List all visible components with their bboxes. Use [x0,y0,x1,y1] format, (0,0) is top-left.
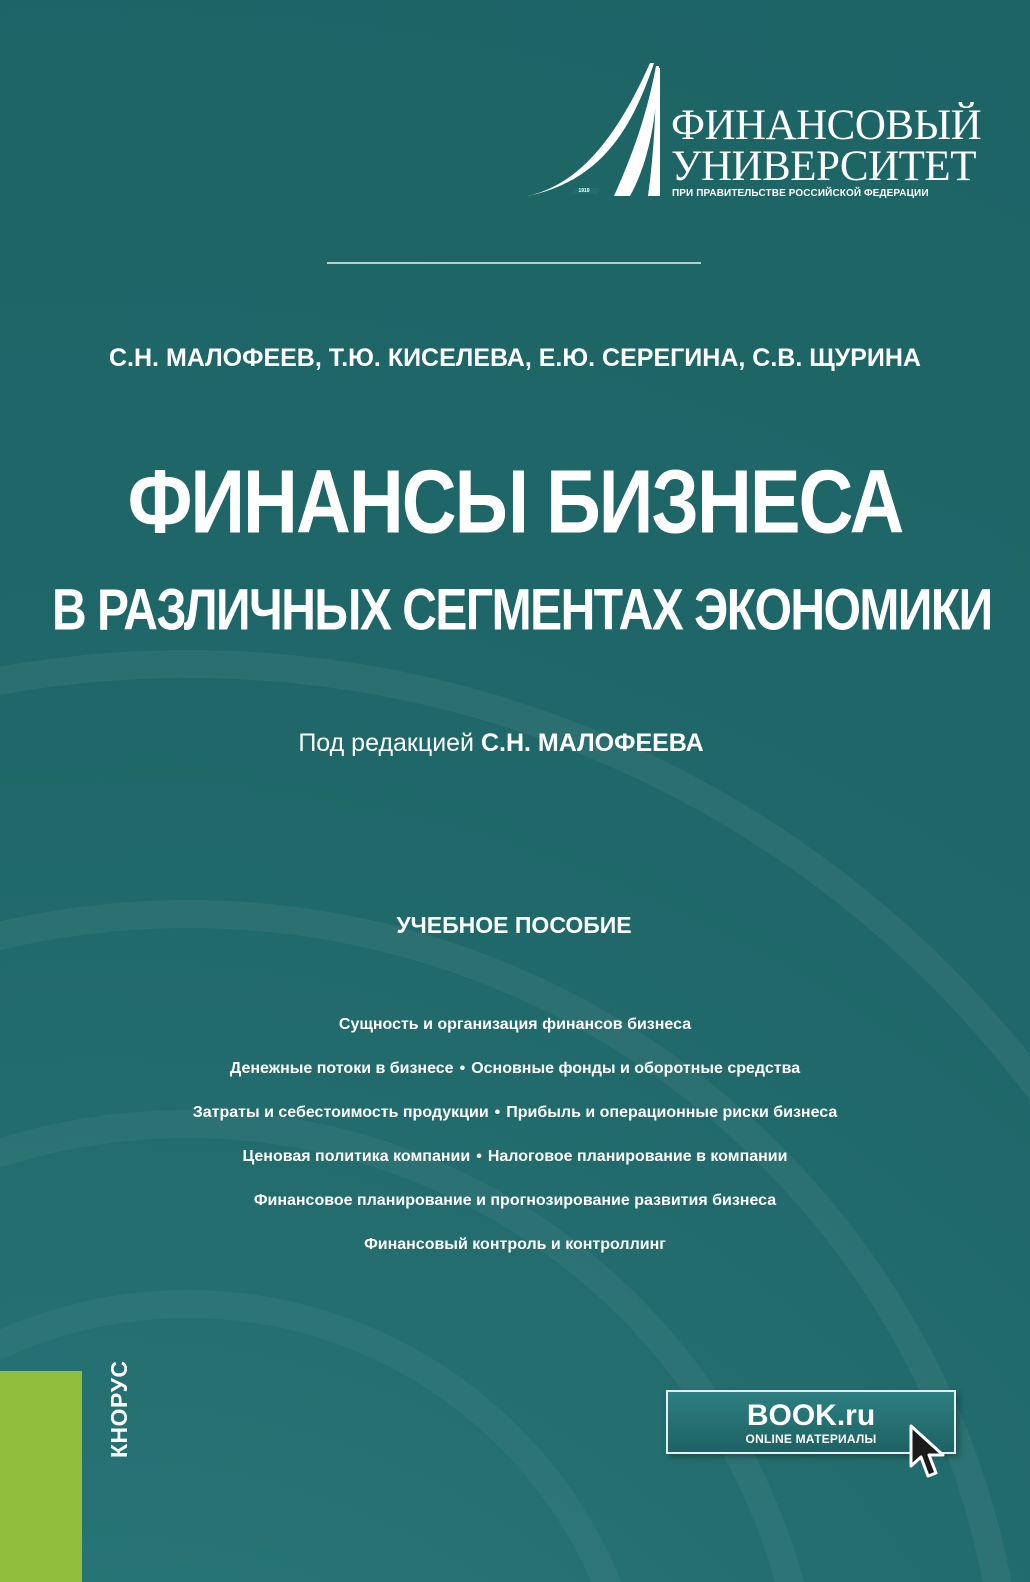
publication-type: УЧЕБНОЕ ПОСОБИЕ [396,912,632,938]
topic-line [40,1193,990,1237]
topics-list [40,1017,990,1281]
horizontal-divider [327,262,701,264]
bookru-title: BOOK.ru [746,1399,876,1432]
topic-item: Финансовое планирование и прогнозирование развития бизнеса [253,1192,777,1209]
topic-item: Финансовый контроль и контроллинг [364,1236,666,1253]
topic-item: Прибыль и операционные риски бизнеса [506,1104,838,1121]
topic-item: Налоговое планирование в компании [487,1148,788,1165]
university-name-line1: ФИНАНСОВЫЙ [671,102,982,149]
publisher-name: КНОРУС [106,1360,132,1458]
bullet-icon: • [476,1148,482,1165]
bullet-icon: • [459,1060,466,1077]
logo-year: 1919 [578,188,590,194]
university-subtitle: ПРИ ПРАВИТЕЛЬСТВЕ РОССИЙСКОЙ ФЕДЕРАЦИИ [672,188,929,199]
decorative-ring [0,1290,656,1582]
book-subtitle: В РАЗЛИЧНЫХ СЕГМЕНТАХ ЭКОНОМИКИ [52,578,992,643]
topic-line [40,1237,990,1281]
bookru-block [666,1390,962,1486]
authors: С.Н. МАЛОФЕЕВ, Т.Ю. КИСЕЛЕВА, Е.Ю. СЕРЕГИНА, С.В. ЩУРИНА [109,344,921,372]
topic-line [40,1105,990,1149]
topic-line [40,1061,990,1105]
university-logo-icon [528,58,668,200]
topic-line [40,1017,990,1061]
publisher-color-bar [0,1371,82,1582]
topic-item: Сущность и организация финансов бизнеса [338,1016,692,1033]
topic-item: Ценовая политика компании [242,1148,471,1165]
bullet-icon: • [494,1104,501,1121]
topic-item: Затраты и себестоимость продукции [192,1104,489,1121]
topic-item: Денежные потоки в бизнесе [229,1060,454,1077]
bookru-subtitle: ONLINE МАТЕРИАЛЫ [745,1432,877,1446]
editor-name: С.Н. МАЛОФЕЕВА [480,729,704,757]
editor-prefix: Под редакцией [298,729,475,757]
book-title: ФИНАНСЫ БИЗНЕСА [127,452,903,553]
topic-line [40,1149,990,1193]
editor-line [0,731,1002,756]
topic-item: Основные фонды и оборотные средства [471,1060,801,1077]
mouse-pointer-icon [908,1424,952,1482]
university-name-line2: УНИВЕРСИТЕТ [671,143,976,190]
university-logo [528,58,982,213]
